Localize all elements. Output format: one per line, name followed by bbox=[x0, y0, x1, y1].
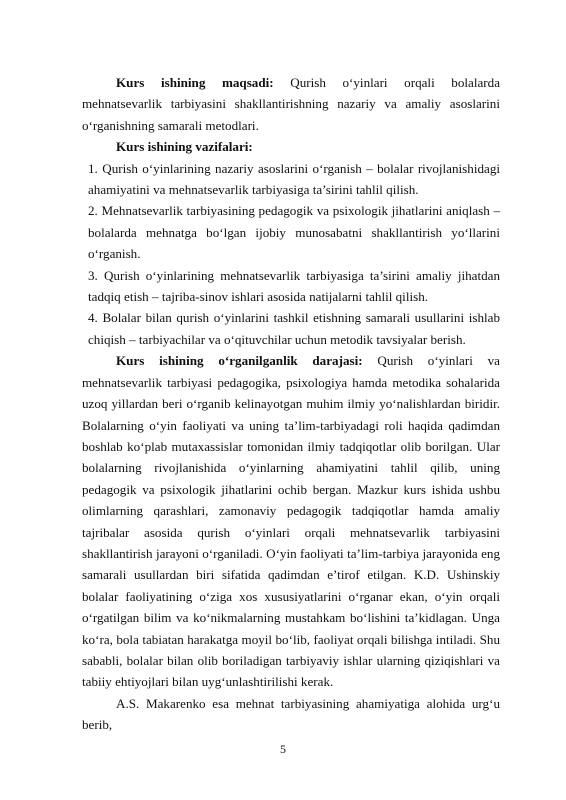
task-number: 2. bbox=[88, 203, 98, 219]
task-number: 1. bbox=[88, 160, 98, 176]
studied-text: Qurish o‘yinlari va mehnatsevarlik tarbiyasi pedagogika, psixologiya hamda metodika sohalarida uzoq yillardan beri o‘rganib kelinayotgan muhim ilmiy yo‘nalishlardan biridir. Bolalarning o‘yin faoliyati va uning ta’lim-tarbiyadagi roli haqida qadimdan boshlab ko‘plab mutaxassislar tomonidan ilmiy tadqiqotlar olib borilgan. Ular bolalarning rivojlanishida o‘yinlarning ahamiyatini tahlil qilib, uning pedagogik va psixologik jihatlarini ochib bergan. Mazkur kurs ishida ushbu olimlarning qarashlari, zamonaviy pedagogik tadqiqotlar hamda amaliy tajribalar asosida qurish o‘yinlari orqali mehnatsevarlik tarbiyasini shakllantirish jarayoni o‘rganiladi. O‘yin faoliyati ta’lim-tarbiya jarayonida eng samarali usullardan biri sifatida qadimdan e’tirof etilgan. K.D. Ushinskiy bolalar faoliyatining o‘ziga xos xususiyatlarini o‘rganar ekan, o‘yin orqali o‘rgatilgan bilim va ko‘nikmalarning mustahkam bo‘lishini ta’kidlagan. Unga ko‘ra, bola tabiatan harakatga moyil bo‘lib, faoliyat orqali bilishga intiladi. Shu sababli, bolalar bilan olib boriladigan tarbiyaviy ishlar ularning qiziqishlari va tabiiy ehtiyojlari bilan uyg‘unlashtirilishi kerak. bbox=[82, 353, 500, 690]
task-number: 3. bbox=[88, 267, 98, 283]
task-text: Qurish o‘yinlarining nazariy asoslarini o‘rganish – bolalar rivojlanishidagi ahamiyatini va mehnatsevarlik tarbiyasiga ta’sirini tahlil qilish. bbox=[88, 160, 501, 198]
task-item-4 bbox=[82, 307, 500, 350]
studied-heading: Kurs ishining o‘rganilganlik darajasi: bbox=[116, 353, 363, 369]
studied-paragraph bbox=[82, 350, 500, 693]
goal-paragraph bbox=[82, 72, 500, 136]
tasks-heading: Kurs ishining vazifalari: bbox=[116, 139, 253, 155]
task-text: Mehnatsevarlik tarbiyasining pedagogik va psixologik jihatlarini aniqlash – bolalarda mehnatga bo‘lgan ijobiy munosabatni shakllantirish yo‘llarini o‘rganish. bbox=[88, 203, 500, 262]
task-item-1 bbox=[82, 158, 500, 201]
watermark bbox=[17, 40, 26, 51]
last-paragraph: A.S. Makarenko esa mehnat tarbiyasining ahamiyatiga alohida urg‘u berib, bbox=[82, 695, 500, 733]
task-text: Bolalar bilan qurish o‘yinlarini tashkil etishning samarali usullarini ishlab chiqish – tarbiyachilar va o‘qituvchilar uchun metodik tavsiyalar berish. bbox=[88, 310, 500, 347]
task-number: 4. bbox=[88, 310, 98, 326]
goal-text: Qurish o‘yinlari orqali bolalarda mehnatsevarlik tarbiyasini shakllantirishning nazariy va amaliy asoslarini o‘rganishning samarali metodlari. bbox=[82, 75, 501, 133]
task-text: Qurish o‘yinlarining mehnatsevarlik tarbiyasiga ta’sirini amaliy jihatdan tadqiq etish – tajriba-sinov ishlari asosida natijalarni tahlil qilish. bbox=[88, 267, 500, 305]
task-item-2 bbox=[82, 200, 500, 264]
task-item-3 bbox=[82, 265, 500, 308]
goal-heading: Kurs ishining maqsadi: bbox=[116, 75, 274, 90]
document-body bbox=[82, 72, 500, 736]
page-number: 5 bbox=[280, 742, 286, 756]
